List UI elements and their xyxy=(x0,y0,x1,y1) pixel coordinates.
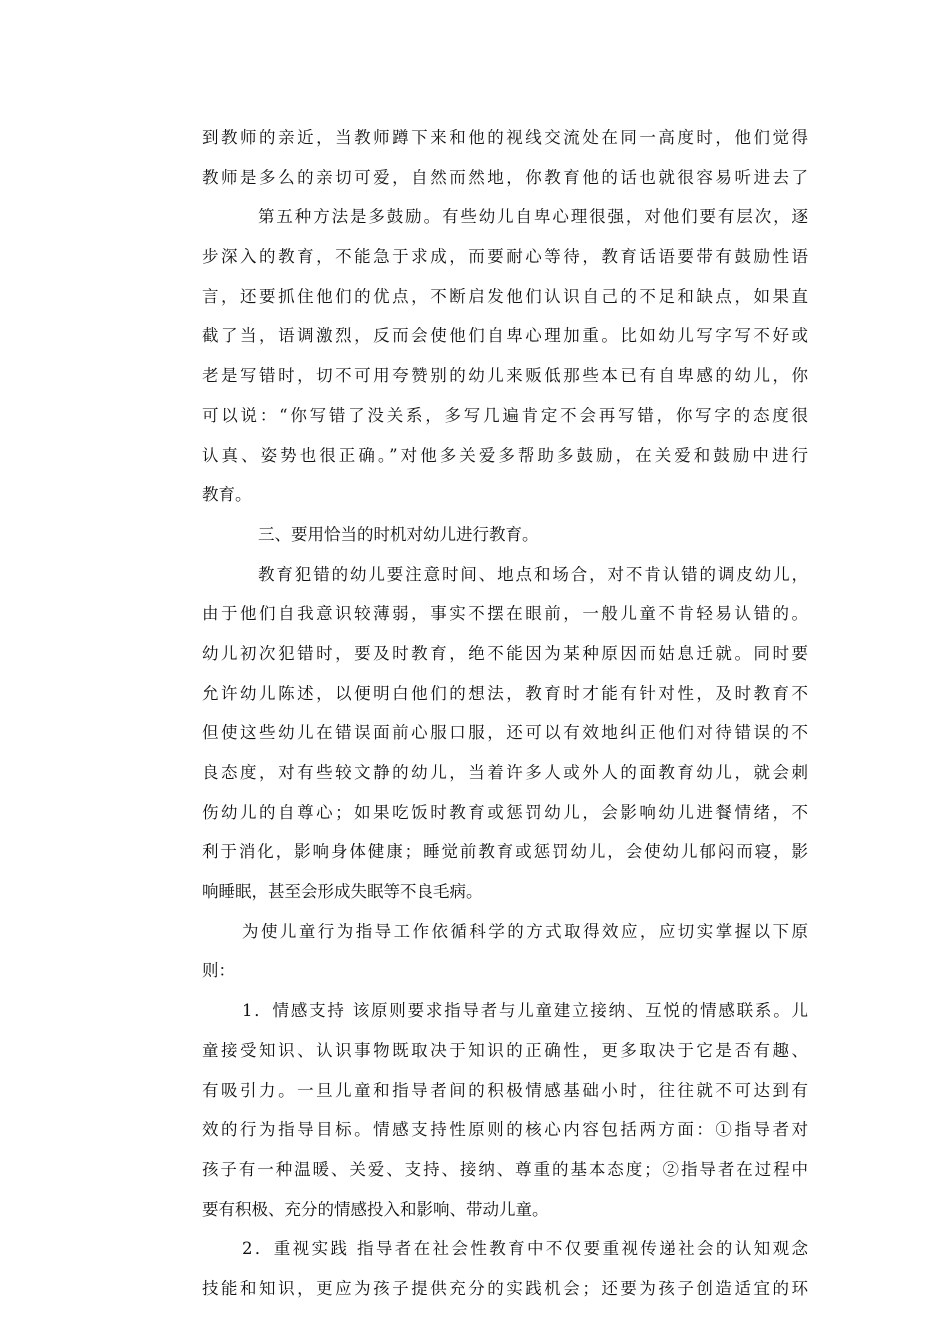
text-line: 伤幼儿的自尊心；如果吃饭时教育或惩罚幼儿，会影响幼儿进餐情绪，不 xyxy=(202,802,808,822)
text-line: 童接受知识、认识事物既取决于知识的正确性，更多取决于它是否有趣、 xyxy=(202,1040,808,1060)
text-line: 截了当，语调激烈，反而会使他们自卑心理加重。比如幼儿写字写不好或 xyxy=(202,326,808,346)
text-line: 可以说：“你写错了没关系，多写几遍肯定不会再写错，你写字的态度很 xyxy=(202,405,808,425)
text-line: 要有积极、充分的情感投入和影响、带动儿童。 xyxy=(202,1199,549,1219)
text-line: 良态度，对有些较文静的幼儿，当着许多人或外人的面教育幼儿，就会刺 xyxy=(202,763,808,782)
text-line: 允许幼儿陈述，以便明白他们的想法，教育时才能有针对性，及时教育不 xyxy=(202,683,808,703)
text-line: 由于他们自我意识较薄弱，事实不摆在眼前，一般儿童不肯轻易认错的。 xyxy=(202,604,808,624)
text-line: 孩子有一种温暖、关爱、支持、接纳、尊重的基本态度；②指导者在过程中 xyxy=(202,1159,808,1179)
text-line: 认真、姿势也很正确。”对他多关爱多帮助多鼓励，在关爱和鼓励中进行 xyxy=(202,445,808,465)
text-line: 效的行为指导目标。情感支持性原则的核心内容包括两方面：①指导者对 xyxy=(202,1120,808,1140)
text-line: 则： xyxy=(202,961,235,981)
text-line: 步深入的教育，不能急于求成，而要耐心等待，教育话语要带有鼓励性语 xyxy=(202,247,808,267)
text-line: 教师是多么的亲切可爱，自然而然地，你教育他的话也就很容易听进去了 xyxy=(202,167,808,187)
text-line: 到教师的亲近，当教师蹲下来和他的视线交流处在同一高度时，他们觉得 xyxy=(202,128,808,147)
text-line: 有吸引力。一旦儿童和指导者间的积极情感基础小时，往往就不可达到有 xyxy=(202,1080,808,1100)
text-line: 言，还要抓住他们的优点，不断启发他们认识自己的不足和缺点，如果直 xyxy=(202,286,808,306)
text-line: 老是写错时，切不可用夸赞别的幼儿来贩低那些本已有自卑感的幼儿，你 xyxy=(202,366,808,386)
text-line: 教育。 xyxy=(202,485,252,505)
text-line: 第五种方法是多鼓励。有些幼儿自卑心理很强，对他们要有层次，逐 xyxy=(258,207,808,227)
text-line: 为使儿童行为指导工作依循科学的方式取得效应，应切实掌握以下原 xyxy=(242,921,808,941)
text-line: 1．情感支持 该原则要求指导者与儿童建立接纳、互悦的情感联系。儿 xyxy=(242,1001,808,1021)
text-line: 幼儿初次犯错时，要及时教育，绝不能因为某种原因而姑息迁就。同时要 xyxy=(202,643,808,663)
text-line: 2．重视实践 指导者在社会性教育中不仅要重视传递社会的认知观念 xyxy=(242,1239,808,1259)
text-line: 教育犯错的幼儿要注意时间、地点和场合，对不肯认错的调皮幼儿， xyxy=(258,564,808,584)
text-line: 利于消化，影响身体健康；睡觉前教育或惩罚幼儿，会使幼儿郁闷而寝，影 xyxy=(202,842,808,862)
text-line: 但使这些幼儿在错误面前心服口服，还可以有效地纠正他们对待错误的不 xyxy=(202,723,808,743)
text-line: 技能和知识，更应为孩子提供充分的实践机会；还要为孩子创造适宜的环 xyxy=(202,1278,808,1298)
text-line: 三、要用恰当的时机对幼儿进行教育。 xyxy=(258,524,539,544)
text-line: 响睡眠，甚至会形成失眠等不良毛病。 xyxy=(202,882,483,902)
body-text xyxy=(202,118,808,1309)
